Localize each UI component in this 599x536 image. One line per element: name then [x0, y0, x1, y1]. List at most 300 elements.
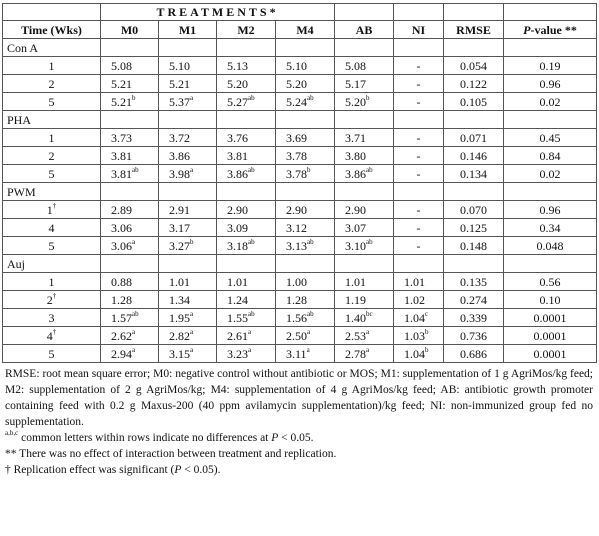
cell-value: 3.69 — [286, 130, 307, 145]
value-cell — [276, 309, 335, 327]
empty-cell — [444, 39, 504, 57]
value-cell — [159, 273, 217, 291]
cell-letter: ab — [307, 309, 314, 318]
cell-value: 2.89 — [111, 202, 132, 217]
header-ab: AB — [335, 21, 394, 39]
table-row — [3, 129, 597, 147]
cell-letter: a — [190, 327, 194, 336]
cell-value: 3.15 — [169, 346, 190, 361]
cell-value: 3.06 — [111, 238, 132, 253]
cell-letter: a — [132, 237, 136, 246]
cell-value: - — [416, 130, 421, 145]
value-cell — [217, 273, 276, 291]
cell-value: 1.02 — [404, 292, 426, 307]
table-row — [3, 93, 597, 111]
section-row — [3, 39, 597, 57]
table-row — [3, 201, 597, 219]
time-value: 4 — [46, 328, 53, 343]
rmse-cell: 0.054 — [444, 57, 504, 75]
cell-value: 1.01 — [169, 274, 190, 289]
value-cell — [101, 237, 159, 255]
time-cell — [3, 345, 101, 363]
cell-value: 2.61 — [227, 328, 248, 343]
cell-value: 3.13 — [286, 238, 307, 253]
pvalue-cell: 0.56 — [504, 273, 597, 291]
value-cell — [276, 273, 335, 291]
cell-value: 2.53 — [345, 328, 367, 343]
empty-cell — [335, 255, 394, 273]
cell-value: 3.78 — [286, 148, 307, 163]
cell-value: 2.62 — [111, 328, 132, 343]
rmse-cell: 0.736 — [444, 327, 504, 345]
value-cell — [159, 75, 217, 93]
cell-letter: a — [366, 345, 370, 354]
cell-value: 5.20 — [286, 76, 307, 91]
cell-value: 5.20 — [227, 76, 248, 91]
cell-value: 5.24 — [286, 94, 307, 109]
value-cell — [101, 273, 159, 291]
cell-letter: a — [248, 345, 252, 354]
time-value: 5 — [48, 238, 55, 253]
header-p-letter: P — [523, 22, 531, 37]
cell-letter: a — [190, 93, 194, 102]
time-cell — [3, 93, 101, 111]
cell-value: 2.78 — [345, 346, 367, 361]
cell-value: 2.91 — [169, 202, 190, 217]
cell-letter: b — [307, 165, 311, 174]
header-pvalue — [504, 21, 597, 39]
empty-cell — [504, 255, 597, 273]
value-cell — [159, 327, 217, 345]
value-cell — [276, 327, 335, 345]
header-m4: M4 — [276, 21, 335, 39]
value-cell — [335, 219, 394, 237]
value-cell — [159, 57, 217, 75]
cell-value: 1.57 — [111, 310, 132, 325]
cell-value: 5.20 — [345, 94, 367, 109]
pvalue-cell: 0.0001 — [504, 309, 597, 327]
cell-value: 1.03 — [404, 328, 426, 343]
empty-cell — [394, 4, 444, 21]
cell-letter: bc — [366, 309, 373, 318]
empty-cell — [335, 183, 394, 201]
cell-value: 3.17 — [169, 220, 190, 235]
time-value: 4 — [48, 220, 55, 235]
value-cell — [276, 219, 335, 237]
table-container — [2, 3, 596, 478]
cell-value: - — [416, 220, 421, 235]
cell-value: 3.81 — [227, 148, 248, 163]
value-cell — [217, 327, 276, 345]
table-row — [3, 273, 597, 291]
value-cell — [159, 129, 217, 147]
section-row — [3, 111, 597, 129]
header-p-suffix: -value ** — [530, 22, 577, 37]
cell-letter: a — [190, 345, 194, 354]
value-cell — [101, 165, 159, 183]
cell-value: 3.11 — [286, 346, 307, 361]
value-cell — [217, 93, 276, 111]
time-cell — [3, 219, 101, 237]
letters-text: common letters within rows indicate no differences at — [18, 432, 272, 444]
rmse-cell: 0.125 — [444, 219, 504, 237]
time-value: 2 — [48, 148, 55, 163]
value-cell — [217, 147, 276, 165]
value-cell — [101, 93, 159, 111]
time-cell — [3, 57, 101, 75]
value-cell — [276, 57, 335, 75]
cell-value: 2.82 — [169, 328, 190, 343]
rmse-cell: 0.146 — [444, 147, 504, 165]
treatments-group-header — [101, 4, 335, 21]
section-label: Auj — [3, 255, 101, 273]
table-row — [3, 75, 597, 93]
cell-value: 3.09 — [227, 220, 248, 235]
pvalue-cell: 0.34 — [504, 219, 597, 237]
cell-value: 3.07 — [345, 220, 367, 235]
time-value: 5 — [48, 166, 55, 181]
value-cell — [394, 219, 444, 237]
rmse-cell: 0.274 — [444, 291, 504, 309]
cell-value: 5.08 — [345, 58, 367, 73]
empty-cell — [159, 183, 217, 201]
dagger-p: P — [174, 464, 182, 476]
cell-value: 5.27 — [227, 94, 248, 109]
pvalue-cell: 0.02 — [504, 165, 597, 183]
pvalue-cell: 0.048 — [504, 237, 597, 255]
cell-value: 3.12 — [286, 220, 307, 235]
value-cell — [159, 219, 217, 237]
cell-letter: a — [307, 327, 311, 336]
value-cell — [276, 165, 335, 183]
empty-cell — [3, 4, 101, 21]
value-cell — [276, 237, 335, 255]
pvalue-cell: 0.02 — [504, 93, 597, 111]
empty-cell — [335, 111, 394, 129]
cell-value: - — [416, 148, 421, 163]
value-cell — [159, 237, 217, 255]
empty-cell — [444, 4, 504, 21]
cell-value: 2.90 — [227, 202, 248, 217]
section-row — [3, 255, 597, 273]
cell-value: - — [416, 76, 421, 91]
time-cell — [3, 129, 101, 147]
value-cell — [394, 75, 444, 93]
empty-cell — [101, 39, 159, 57]
time-cell — [3, 273, 101, 291]
cell-letter: b — [366, 93, 370, 102]
cell-letter: a — [306, 345, 310, 354]
time-cell — [3, 165, 101, 183]
cell-value: 5.17 — [345, 76, 367, 91]
header-time: Time (Wks) — [3, 21, 101, 39]
group-header-row — [3, 4, 597, 21]
header-m2: M2 — [217, 21, 276, 39]
empty-cell — [504, 183, 597, 201]
value-cell — [394, 345, 444, 363]
empty-cell — [335, 39, 394, 57]
value-cell — [217, 219, 276, 237]
pvalue-cell: 0.96 — [504, 75, 597, 93]
table-row — [3, 237, 597, 255]
cell-value: 2.50 — [286, 328, 307, 343]
empty-cell — [335, 4, 394, 21]
time-value: 1 — [48, 274, 55, 289]
cell-value: 1.01 — [404, 274, 426, 289]
cell-letter: a — [248, 327, 252, 336]
empty-cell — [276, 39, 335, 57]
value-cell — [335, 201, 394, 219]
value-cell — [217, 345, 276, 363]
empty-cell — [394, 39, 444, 57]
time-cell — [3, 291, 101, 309]
cell-value: 3.18 — [227, 238, 248, 253]
cell-value: 2.90 — [345, 202, 367, 217]
rmse-cell: 0.686 — [444, 345, 504, 363]
value-cell — [276, 75, 335, 93]
value-cell — [394, 147, 444, 165]
empty-cell — [394, 255, 444, 273]
value-cell — [101, 201, 159, 219]
rmse-cell: 0.339 — [444, 309, 504, 327]
cell-value: 3.72 — [169, 130, 190, 145]
value-cell — [101, 291, 159, 309]
time-cell — [3, 237, 101, 255]
table-row — [3, 327, 597, 345]
letters-sup: a,b,c — [5, 429, 19, 437]
header-ni: NI — [394, 21, 444, 39]
cell-letter: b — [425, 345, 429, 354]
table-row — [3, 147, 597, 165]
cell-value: 3.86 — [227, 166, 248, 181]
time-value: 5 — [48, 94, 55, 109]
value-cell — [217, 291, 276, 309]
value-cell — [394, 237, 444, 255]
replication-note — [5, 462, 593, 478]
value-cell — [335, 75, 394, 93]
value-cell — [394, 93, 444, 111]
cell-value: 3.71 — [345, 130, 367, 145]
empty-cell — [217, 255, 276, 273]
empty-cell — [504, 4, 597, 21]
cell-value: 0.88 — [111, 274, 132, 289]
section-label: PWM — [3, 183, 101, 201]
cell-value: 3.81 — [111, 166, 132, 181]
value-cell — [101, 57, 159, 75]
value-cell — [217, 201, 276, 219]
cell-letter: c — [425, 309, 429, 318]
cell-value: 3.78 — [286, 166, 307, 181]
value-cell — [101, 327, 159, 345]
cell-value: 5.21 — [169, 76, 190, 91]
value-cell — [159, 309, 217, 327]
value-cell — [394, 291, 444, 309]
cell-letter: ab — [132, 309, 139, 318]
rmse-cell: 0.105 — [444, 93, 504, 111]
header-m1: M1 — [159, 21, 217, 39]
empty-cell — [504, 39, 597, 57]
value-cell — [276, 291, 335, 309]
value-cell — [394, 57, 444, 75]
empty-cell — [444, 183, 504, 201]
pvalue-cell: 0.10 — [504, 291, 597, 309]
time-cell — [3, 327, 101, 345]
abbreviations-note: RMSE: root mean square error; M0: negative control without antibiotic or MOS; M1: supplementation of 1 g AgriMos/kg feed; M2: supplementation of 2 g AgriMos/kg; M4: supplementation of 4 g AgriMos/kg feed; AB: antibiotic growth promoter containing feed with 0.2 g Maxus-200 (40 ppm avilamycin supplementation)/kg feed; NI: non-immunized group fed no supplementation. — [5, 368, 593, 428]
value-cell — [276, 345, 335, 363]
table-row — [3, 57, 597, 75]
cell-letter: ab — [132, 165, 139, 174]
empty-cell — [444, 111, 504, 129]
cell-letter: ab — [366, 165, 373, 174]
value-cell — [335, 147, 394, 165]
time-value: 2 — [48, 76, 55, 91]
letters-note — [5, 430, 593, 446]
pvalue-cell: 0.45 — [504, 129, 597, 147]
empty-cell — [444, 255, 504, 273]
value-cell — [101, 219, 159, 237]
cell-letter: ab — [248, 237, 255, 246]
cell-value: 1.56 — [286, 310, 307, 325]
value-cell — [159, 345, 217, 363]
empty-cell — [276, 255, 335, 273]
cell-value: 1.00 — [286, 274, 307, 289]
empty-cell — [276, 183, 335, 201]
time-value: 1 — [48, 58, 55, 73]
replication-mark: † — [52, 327, 57, 336]
value-cell — [159, 291, 217, 309]
cell-value: 5.10 — [286, 58, 307, 73]
value-cell — [394, 309, 444, 327]
cell-value: 1.40 — [345, 310, 367, 325]
value-cell — [101, 75, 159, 93]
section-label: PHA — [3, 111, 101, 129]
empty-cell — [159, 111, 217, 129]
pvalue-cell: 0.0001 — [504, 327, 597, 345]
cell-letter: a — [132, 345, 136, 354]
cell-letter: b — [190, 237, 194, 246]
cell-value: 1.04 — [404, 346, 426, 361]
value-cell — [159, 201, 217, 219]
pvalue-cell: 0.96 — [504, 201, 597, 219]
cell-letter: ab — [248, 165, 255, 174]
letters-p: P — [271, 432, 279, 444]
value-cell — [335, 237, 394, 255]
cell-letter: a — [190, 309, 194, 318]
time-cell — [3, 201, 101, 219]
cell-value: 3.76 — [227, 130, 248, 145]
empty-cell — [101, 255, 159, 273]
cell-letter: a — [190, 165, 194, 174]
table-row — [3, 345, 597, 363]
time-value: 2 — [46, 292, 53, 307]
time-value: 5 — [48, 346, 55, 361]
table-row — [3, 219, 597, 237]
cell-letter: ab — [307, 237, 314, 246]
value-cell — [159, 165, 217, 183]
table-row — [3, 291, 597, 309]
value-cell — [335, 345, 394, 363]
cell-letter: a — [132, 327, 136, 336]
cell-value: - — [416, 202, 421, 217]
value-cell — [159, 147, 217, 165]
cell-value: - — [416, 238, 421, 253]
time-cell — [3, 147, 101, 165]
value-cell — [101, 147, 159, 165]
value-cell — [217, 129, 276, 147]
time-cell — [3, 309, 101, 327]
cell-value: 3.80 — [345, 148, 367, 163]
value-cell — [335, 93, 394, 111]
pvalue-cell: 0.84 — [504, 147, 597, 165]
section-label: Con A — [3, 39, 101, 57]
cell-value: 3.98 — [169, 166, 190, 181]
dagger-post: < 0.05). — [181, 464, 221, 476]
table-notes — [2, 366, 596, 478]
value-cell — [335, 291, 394, 309]
value-cell — [276, 201, 335, 219]
value-cell — [335, 57, 394, 75]
cell-value: - — [416, 58, 421, 73]
empty-cell — [101, 183, 159, 201]
cell-letter: ab — [248, 93, 255, 102]
rmse-cell: 0.122 — [444, 75, 504, 93]
value-cell — [217, 165, 276, 183]
cell-value: 1.55 — [227, 310, 248, 325]
empty-cell — [394, 111, 444, 129]
empty-cell — [217, 183, 276, 201]
cell-value: 5.21 — [111, 94, 132, 109]
value-cell — [394, 327, 444, 345]
cell-value: 3.10 — [345, 238, 367, 253]
empty-cell — [217, 111, 276, 129]
cell-value: 1.28 — [286, 292, 307, 307]
time-value: 1 — [48, 130, 55, 145]
cell-value: 1.01 — [227, 274, 248, 289]
value-cell — [394, 201, 444, 219]
replication-mark: † — [52, 291, 57, 300]
pvalue-cell: 0.19 — [504, 57, 597, 75]
value-cell — [335, 309, 394, 327]
cell-value: 1.19 — [345, 292, 367, 307]
header-rmse: RMSE — [444, 21, 504, 39]
empty-cell — [394, 183, 444, 201]
table-row — [3, 309, 597, 327]
empty-cell — [276, 111, 335, 129]
table-row — [3, 165, 597, 183]
header-m0: M0 — [101, 21, 159, 39]
cell-value: - — [416, 166, 421, 181]
cell-value: 1.34 — [169, 292, 190, 307]
time-value: 3 — [48, 310, 55, 325]
value-cell — [394, 129, 444, 147]
treatments-table — [2, 3, 597, 363]
cell-letter: a — [366, 327, 370, 336]
cell-letter: b — [425, 327, 429, 336]
cell-value: 3.81 — [111, 148, 132, 163]
value-cell — [217, 57, 276, 75]
empty-cell — [504, 111, 597, 129]
cell-letter: b — [132, 93, 136, 102]
value-cell — [217, 309, 276, 327]
time-value: 1 — [46, 202, 53, 217]
cell-value: 1.01 — [345, 274, 367, 289]
letters-end: < 0.05. — [278, 432, 314, 444]
empty-cell — [159, 255, 217, 273]
cell-value: 3.73 — [111, 130, 132, 145]
value-cell — [159, 93, 217, 111]
rmse-cell: 0.135 — [444, 273, 504, 291]
cell-value: 1.95 — [169, 310, 190, 325]
